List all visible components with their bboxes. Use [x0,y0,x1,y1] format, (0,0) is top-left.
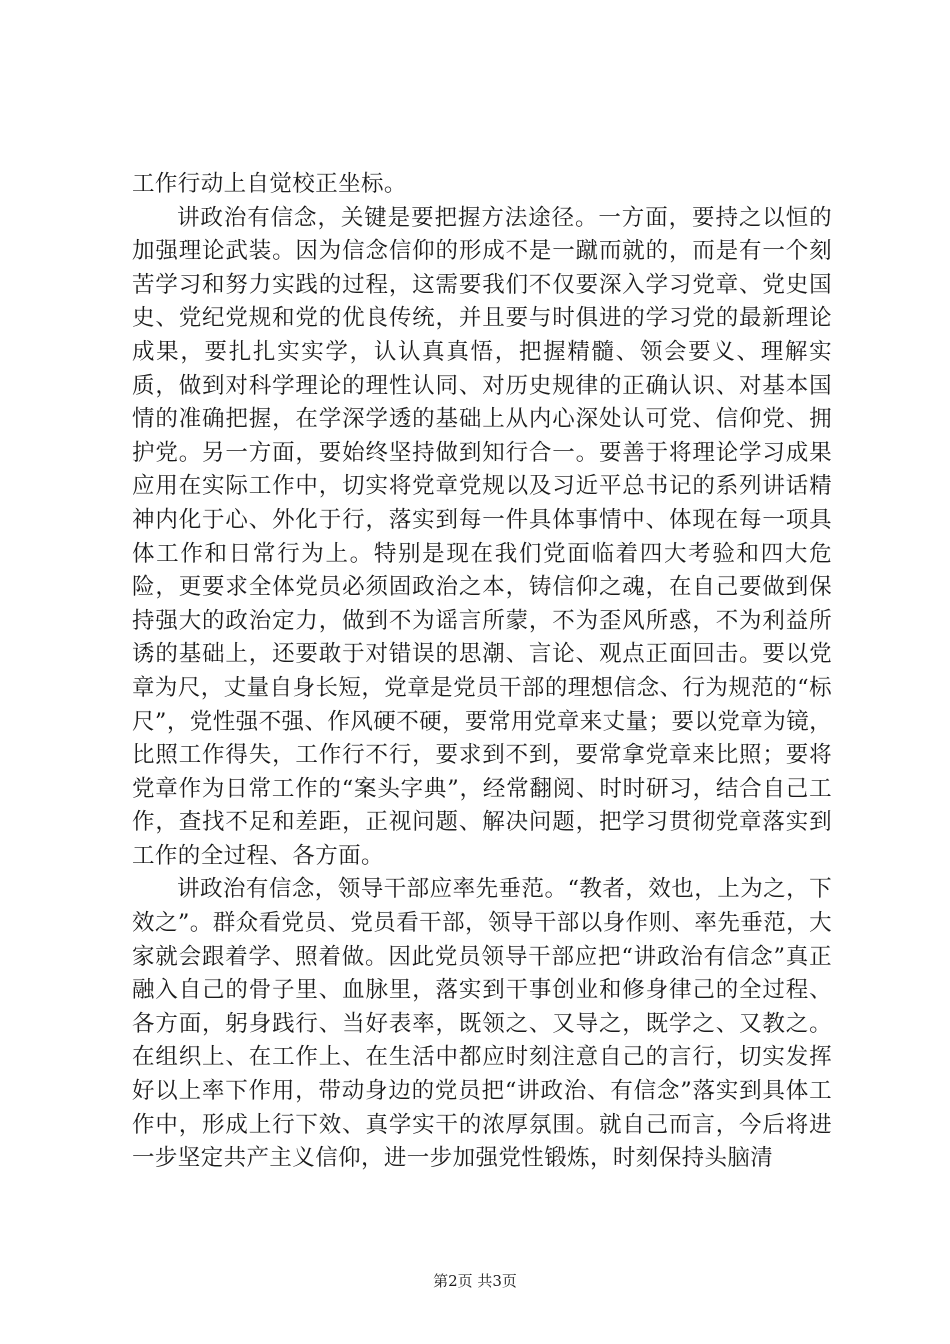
page-footer: 第2页 共3页 [433,1272,517,1290]
document-body [132,168,832,1176]
paragraph-leadership: 讲政治有信念，领导干部应率先垂范。“教者，效也，上为之，下效之”。群众看党员、党员看干部，领导干部以身作则、率先垂范，大家就会跟着学、照着做。因此党员领导干部应把“讲政治有信念”真正融入自己的骨子里、血脉里，落实到干事创业和修身律己的全过程、各方面，躬身践行、当好表率，既领之、又导之，既学之、又教之。在组织上、在工作上、在生活中都应时刻注意自己的言行，切实发挥好以上率下作用，带动身边的党员把“讲政治、有信念”落实到具体工作中，形成上行下效、真学实干的浓厚氛围。就自己而言，今后将进一步坚定共产主义信仰，进一步加强党性锻炼，时刻保持头脑清 [132,876,832,1172]
paragraph-method: 讲政治有信念，关键是要把握方法途径。一方面，要持之以恒的加强理论武装。因为信念信仰的形成不是一蹴而就的，而是有一个刻苦学习和努力实践的过程，这需要我们不仅要深入学习党章、党史国史、党纪党规和党的优良传统，并且要与时俱进的学习党的最新理论成果，要扎扎实实学，认认真真悟，把握精髓、领会要义、理解实质，做到对科学理论的理性认同、对历史规律的正确认识、对基本国情的准确把握，在学深学透的基础上从内心深处认可党、信仰党、拥护党。另一方面，要始终坚持做到知行合一。要善于将理论学习成果应用在实际工作中，切实将党章党规以及习近平总书记的系列讲话精神内化于心、外化于行，落实到每一件具体事情中、体现在每一项具体工作和日常行为上。特别是现在我们党面临着四大考验和四大危险，更要求全体党员必须固政治之本，铸信仰之魂，在自己要做到保持强大的政治定力，做到不为谣言所蒙，不为歪风所惑，不为利益所诱的基础上，还要敢于对错误的思潮、言论、观点正面回击。要以党章为尺，丈量自身长短，党章是党员干部的理想信念、行为规范的“标尺”，党性强不强、作风硬不硬，要常用党章来丈量；要以党章为镜，比照工作得失，工作行不行，要求到不到，要常拿党章来比照；要将党章作为日常工作的“案头字典”，经常翻阅、时时研习，结合自己工作，查找不足和差距，正视问题、解决问题，把学习贯彻党章落实到工作的全过程、各方面。 [132,204,832,869]
paragraph-continuation: 工作行动上自觉校正坐标。 [132,171,407,197]
